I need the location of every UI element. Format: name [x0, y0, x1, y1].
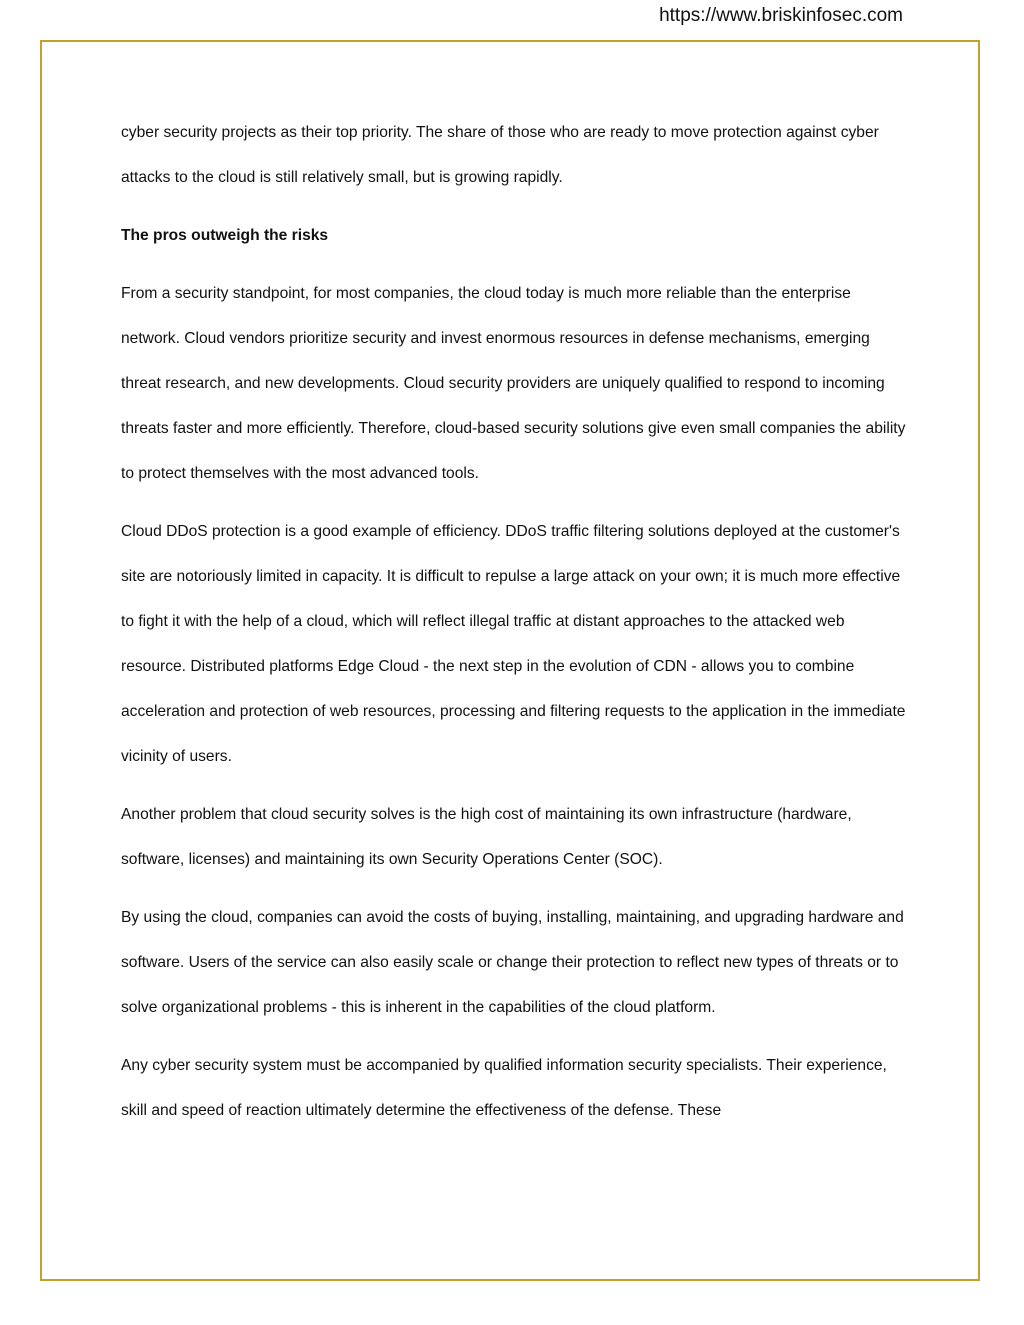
paragraph-security-standpoint: From a security standpoint, for most companies, the cloud today is much more reliable than the enterprise network. Cloud vendors prioritize security and invest enormous resources in defense mechanisms, emerging threat research, and new developments. Cloud security providers are uniquely qualified to respond to incoming threats faster and more efficiently. Therefore, cloud-based security solutions give even small companies the ability to protect themselves with the most advanced tools.: [121, 285, 906, 482]
site-url-link[interactable]: https://www.briskinfosec.com: [659, 5, 903, 26]
section-heading: The pros outweigh the risks: [121, 227, 329, 244]
paragraph-ddos-protection: Cloud DDoS protection is a good example of efficiency. DDoS traffic filtering solutions deployed at the customer's site are notoriously limited in capacity. It is difficult to repulse a large attack on your own; it is much more effective to fight it with the help of a cloud, which will reflect illegal traffic at distant approaches to the attacked web resource. Distributed platforms Edge Cloud - the next step in the evolution of CDN - allows you to combine acceleration and protection of web resources, processing and filtering requests to the application in the immediate vicinity of users.: [121, 523, 906, 765]
paragraph-intro: cyber security projects as their top priority. The share of those who are ready to move protection against cyber attacks to the cloud is still relatively small, but is growing rapidly.: [121, 124, 879, 186]
document-body: [121, 110, 911, 1146]
paragraph-cloud-savings: By using the cloud, companies can avoid the costs of buying, installing, maintaining, and upgrading hardware and software. Users of the service can also easily scale or change their protection to reflect new types of threats or to solve organizational problems - this is inherent in the capabilities of the cloud platform.: [121, 909, 904, 1016]
paragraph-specialists: Any cyber security system must be accompanied by qualified information security specialists. Their experience, skill and speed of reaction ultimately determine the effectiveness of the defense. These: [121, 1057, 887, 1119]
paragraph-infrastructure-cost: Another problem that cloud security solves is the high cost of maintaining its own infrastructure (hardware, software, licenses) and maintaining its own Security Operations Center (SOC).: [121, 806, 852, 868]
